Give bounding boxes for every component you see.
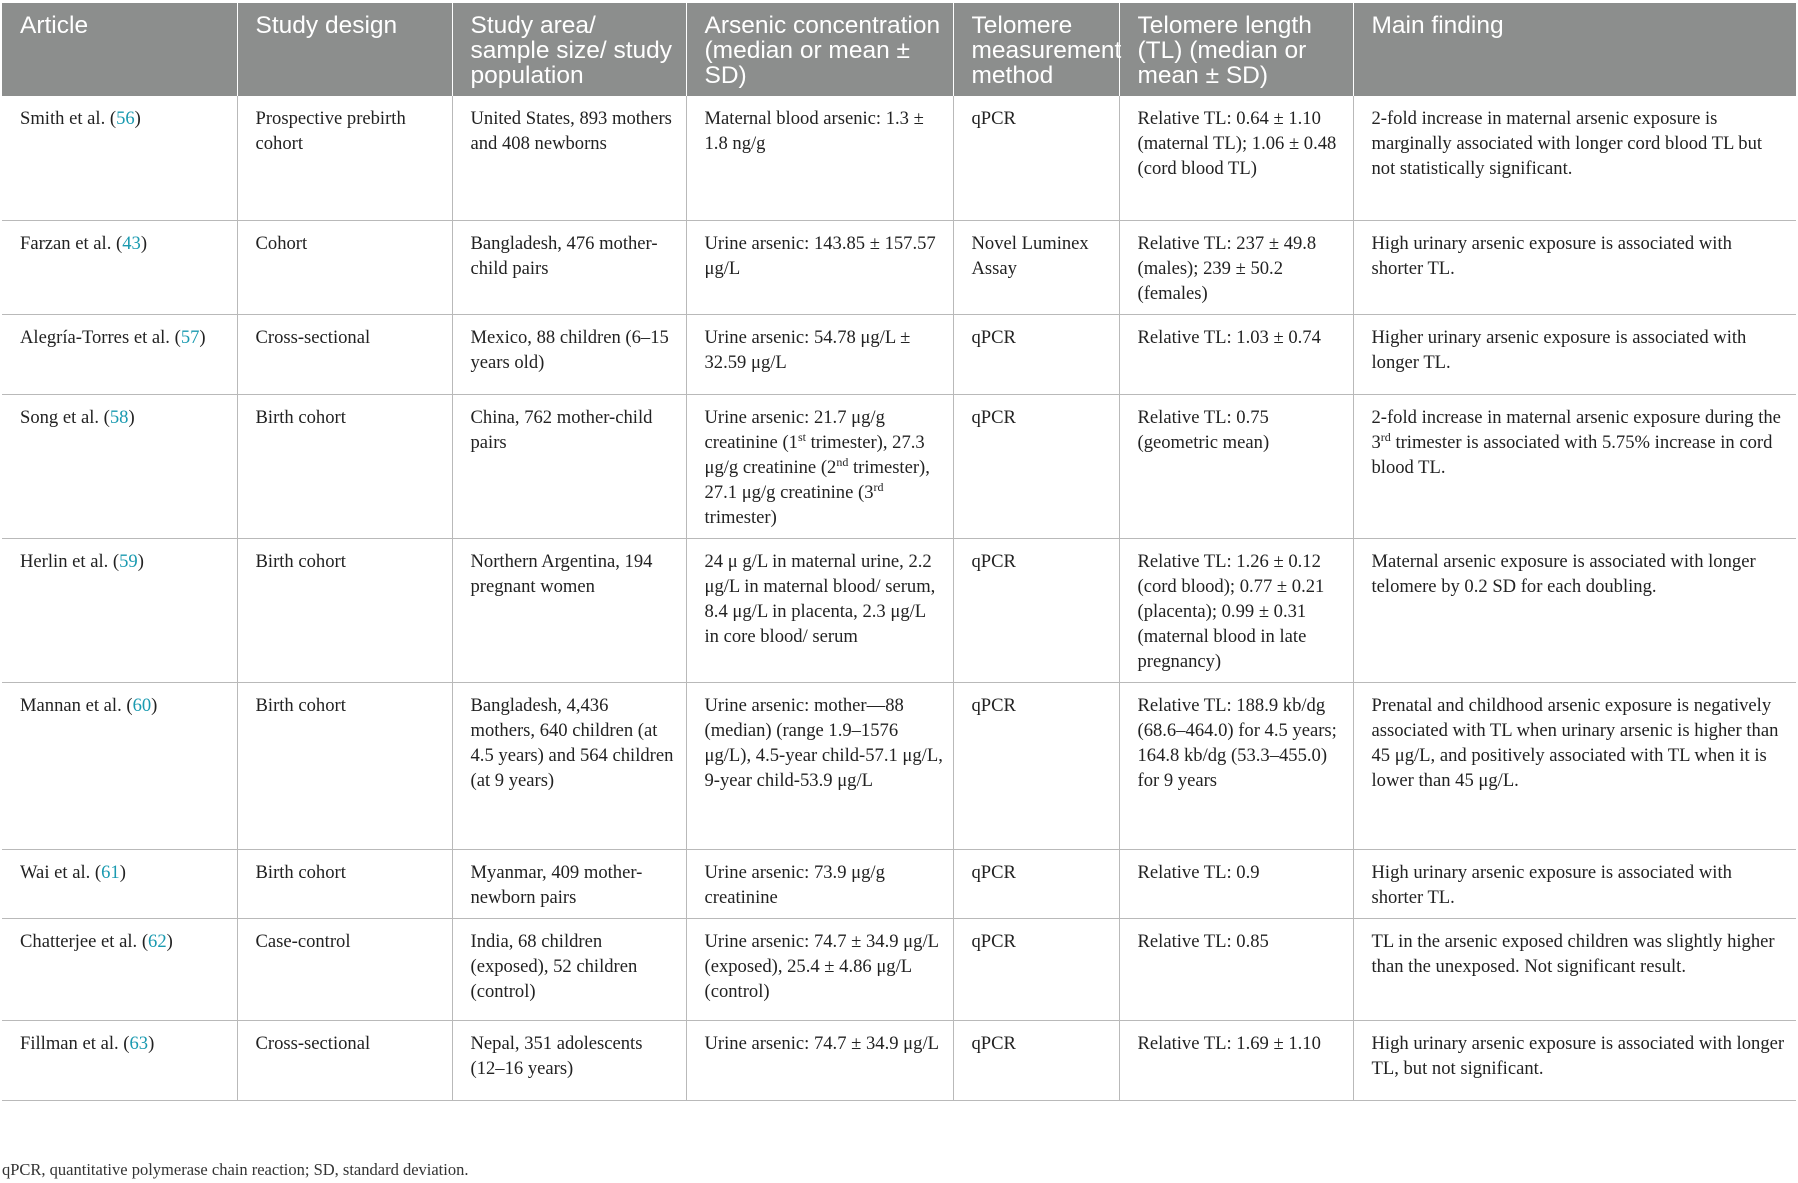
author-close: )	[140, 232, 148, 254]
cell-area: India, 68 children (exposed), 52 children (control)	[452, 918, 686, 1020]
cell-design: Birth cohort	[237, 849, 452, 918]
reference-link[interactable]: 59	[119, 550, 138, 572]
cell-finding: High urinary arsenic exposure is associated with longer TL, but not significant.	[1353, 1020, 1796, 1100]
cell-finding: High urinary arsenic exposure is associated with shorter TL.	[1353, 849, 1796, 918]
author-close: )	[119, 861, 126, 883]
cell-finding: High urinary arsenic exposure is associated with shorter TL.	[1353, 220, 1796, 314]
author-close: )	[134, 108, 141, 129]
cell-area: Northern Argentina, 194 pregnant women	[452, 538, 686, 682]
cell-method: Novel Luminex Assay	[953, 220, 1119, 314]
superscript-rd: rd	[873, 479, 884, 494]
cell-tl: Relative TL: 188.9 kb/dg (68.6–464.0) for 4.5 years; 164.8 kb/dg (53.3–455.0) for 9 years	[1119, 682, 1353, 849]
table-row	[2, 918, 1796, 1020]
cell-finding: 2-fold increase in maternal arsenic exposure is marginally associated with longer cord blood TL but not statistically significant.	[1353, 96, 1796, 220]
superscript-st: st	[797, 429, 806, 444]
reference-link[interactable]: 57	[180, 326, 200, 348]
cell-design: Case-control	[237, 918, 452, 1020]
cell-arsenic: Urine arsenic: 73.9 μg/g creatinine	[686, 849, 953, 918]
author-close: )	[166, 930, 173, 952]
cell-arsenic: Maternal blood arsenic: 1.3 ± 1.8 ng/g	[686, 96, 953, 220]
cell-method: qPCR	[953, 682, 1119, 849]
cell-arsenic: Urine arsenic: 74.7 ± 34.9 μg/L (exposed), 25.4 ± 4.86 μg/L (control)	[686, 918, 953, 1020]
arsenic-text-d: trimester)	[704, 506, 777, 528]
cell-article	[2, 96, 237, 220]
author-close: )	[199, 326, 206, 348]
cell-tl: Relative TL: 0.9	[1119, 849, 1353, 918]
author-close: )	[148, 1032, 155, 1054]
cell-tl: Relative TL: 0.85	[1119, 918, 1353, 1020]
author-close: )	[151, 694, 158, 716]
cell-method: qPCR	[953, 538, 1119, 682]
cell-finding: Higher urinary arsenic exposure is associated with longer TL.	[1353, 314, 1796, 394]
author-close: )	[128, 406, 135, 428]
cell-design: Birth cohort	[237, 394, 452, 538]
header-study-area: Study area/ sample size/ study population	[452, 3, 686, 96]
table-row	[2, 538, 1796, 682]
reference-link[interactable]: 61	[101, 861, 120, 883]
cell-area: China, 762 mother-child pairs	[452, 394, 686, 538]
cell-article	[2, 314, 237, 394]
cell-arsenic: Urine arsenic: 54.78 μg/L ± 32.59 μg/L	[686, 314, 953, 394]
cell-article	[2, 1020, 237, 1100]
author-text: Fillman et al. (	[20, 1032, 130, 1054]
cell-design: Birth cohort	[237, 682, 452, 849]
header-study-design: Study design	[237, 3, 452, 96]
data-table-wrapper	[2, 3, 1796, 1101]
cell-finding: TL in the arsenic exposed children was slightly higher than the unexposed. Not significant result.	[1353, 918, 1796, 1020]
cell-design: Cross-sectional	[237, 314, 452, 394]
cell-article	[2, 394, 237, 538]
cell-finding: Prenatal and childhood arsenic exposure is negatively associated with TL when urinary arsenic is higher than 45 μg/L, and positively associated with TL when it is lower than 45 μg/L.	[1353, 682, 1796, 849]
reference-link[interactable]: 58	[109, 406, 129, 428]
cell-arsenic: Urine arsenic: mother—88 (median) (range 1.9–1576 μg/L), 4.5-year child-57.1 μg/L, 9-year child-53.9 μg/L	[686, 682, 953, 849]
author-text: Wai et al. (	[20, 861, 102, 883]
cell-design: Cross-sectional	[237, 1020, 452, 1100]
cell-tl: Relative TL: 1.03 ± 0.74	[1119, 314, 1353, 394]
cell-article	[2, 220, 237, 314]
cell-arsenic: Urine arsenic: 74.7 ± 34.9 μg/L	[686, 1020, 953, 1100]
author-close: )	[137, 550, 144, 572]
table-row	[2, 1020, 1796, 1100]
cell-design: Prospective prebirth cohort	[237, 96, 452, 220]
arsenic-text-b: trimester), 27.3 μg/g creatinine (2	[704, 431, 925, 478]
cell-arsenic	[686, 394, 953, 538]
header-telomere-length: Telomere length (TL) (median or mean ± SD)	[1119, 3, 1353, 96]
superscript-nd: nd	[836, 454, 849, 469]
reference-link[interactable]: 56	[116, 108, 135, 129]
header-article: Article	[2, 3, 237, 96]
finding-text-b: trimester is associated with 5.75% increase in cord blood TL.	[1371, 431, 1773, 478]
author-text: Smith et al. (	[20, 108, 117, 129]
table-row	[2, 394, 1796, 538]
header-arsenic-concentration: Arsenic concentration (median or mean ± SD)	[686, 3, 953, 96]
table-row	[2, 849, 1796, 918]
cell-tl: Relative TL: 1.69 ± 1.10	[1119, 1020, 1353, 1100]
table-footnote: qPCR, quantitative polymerase chain reaction; SD, standard deviation.	[2, 1160, 469, 1179]
reference-link[interactable]: 43	[122, 232, 141, 254]
reference-link[interactable]: 60	[132, 694, 152, 716]
cell-design: Cohort	[237, 220, 452, 314]
cell-method: qPCR	[953, 314, 1119, 394]
cell-arsenic: Urine arsenic: 143.85 ± 157.57 μg/L	[686, 220, 953, 314]
cell-design: Birth cohort	[237, 538, 452, 682]
cell-method: qPCR	[953, 918, 1119, 1020]
cell-article	[2, 682, 237, 849]
cell-area: United States, 893 mothers and 408 newborns	[452, 96, 686, 220]
table-row	[2, 682, 1796, 849]
cell-tl: Relative TL: 0.75 (geometric mean)	[1119, 394, 1353, 538]
author-text: Chatterjee et al. (	[20, 930, 149, 952]
cell-method: qPCR	[953, 849, 1119, 918]
cell-article	[2, 538, 237, 682]
cell-tl: Relative TL: 1.26 ± 0.12 (cord blood); 0.77 ± 0.21 (placenta); 0.99 ± 0.31 (maternal blood in late pregnancy)	[1119, 538, 1353, 682]
author-text: Farzan et al. (	[20, 232, 123, 254]
cell-area: Nepal, 351 adolescents (12–16 years)	[452, 1020, 686, 1100]
table-row	[2, 96, 1796, 220]
header-main-finding: Main finding	[1353, 3, 1796, 96]
author-text: Mannan et al. (	[20, 694, 133, 716]
cell-tl: Relative TL: 0.64 ± 1.10 (maternal TL); 1.06 ± 0.48 (cord blood TL)	[1119, 96, 1353, 220]
cell-finding	[1353, 394, 1796, 538]
arsenic-telomere-table	[2, 3, 1796, 1101]
reference-link[interactable]: 63	[129, 1032, 149, 1054]
cell-method: qPCR	[953, 394, 1119, 538]
arsenic-text-c: trimester), 27.1 μg/g creatinine (3	[704, 456, 930, 503]
superscript-rd: rd	[1380, 429, 1391, 444]
cell-article	[2, 849, 237, 918]
finding-text-a: 2-fold increase in maternal arsenic exposure during the 3	[1371, 406, 1781, 453]
header-telomere-method: Telomere measurement method	[953, 3, 1119, 96]
cell-article	[2, 918, 237, 1020]
cell-area: Bangladesh, 476 mother-child pairs	[452, 220, 686, 314]
cell-finding: Maternal arsenic exposure is associated with longer telomere by 0.2 SD for each doubling.	[1353, 538, 1796, 682]
cell-area: Mexico, 88 children (6–15 years old)	[452, 314, 686, 394]
author-text: Alegría-Torres et al. (	[20, 326, 181, 348]
cell-arsenic: 24 μ g/L in maternal urine, 2.2 μg/L in maternal blood/ serum, 8.4 μg/L in placenta, 2.3 μg/L in core blood/ serum	[686, 538, 953, 682]
cell-method: qPCR	[953, 96, 1119, 220]
header-row	[2, 3, 1796, 96]
cell-tl: Relative TL: 237 ± 49.8 (males); 239 ± 50.2 (females)	[1119, 220, 1353, 314]
cell-area: Myanmar, 409 mother-newborn pairs	[452, 849, 686, 918]
arsenic-text-a: Urine arsenic: 21.7 μg/g creatinine (1	[704, 406, 885, 453]
cell-method: qPCR	[953, 1020, 1119, 1100]
table-row	[2, 314, 1796, 394]
table-row	[2, 220, 1796, 314]
reference-link[interactable]: 62	[148, 930, 167, 952]
author-text: Song et al. (	[20, 406, 110, 428]
cell-area: Bangladesh, 4,436 mothers, 640 children (at 4.5 years) and 564 children (at 9 years)	[452, 682, 686, 849]
author-text: Herlin et al. (	[20, 550, 120, 572]
